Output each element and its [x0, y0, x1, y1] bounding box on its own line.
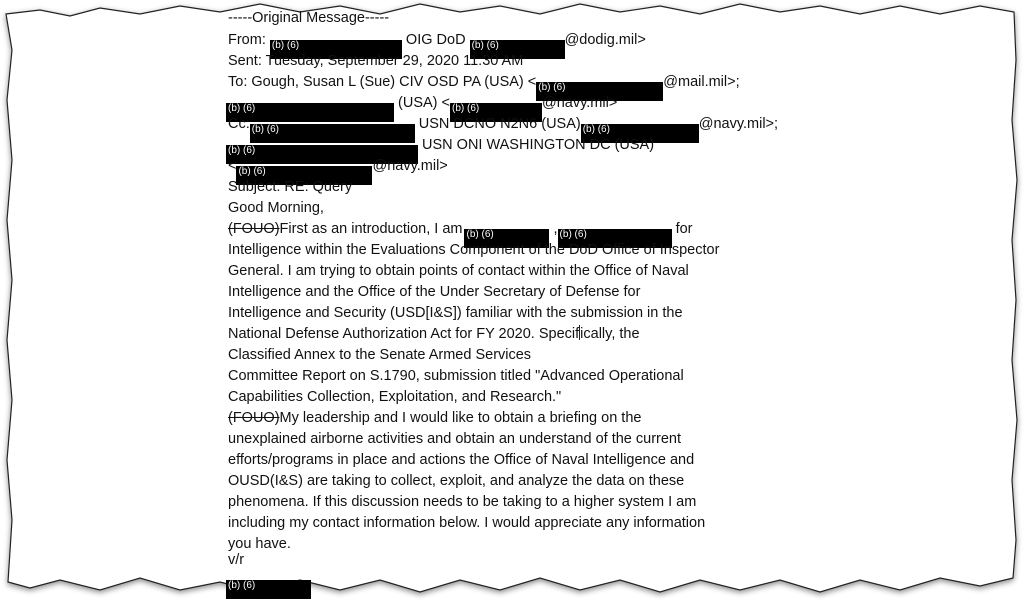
- redaction-block: (b) (6): [558, 229, 672, 248]
- cc-label: Cc:: [228, 116, 250, 132]
- redaction-block: (b) (6): [236, 166, 372, 185]
- paragraph-2-first-line: [228, 408, 641, 428]
- greeting: Good Morning,: [228, 200, 324, 216]
- body-line: Intelligence within the Evaluations Component of the DoD Office of Inspector: [228, 242, 720, 258]
- body-line: unexplained airborne activities and obtain an understand of the current: [228, 431, 682, 447]
- body-line: Intelligence and Security (USD[I&S]) familiar with the submission in the: [228, 305, 683, 321]
- body-line: efforts/programs in place and actions the Office of Naval Intelligence and: [228, 452, 695, 468]
- subject-line: Subject: RE: Query: [228, 179, 353, 195]
- intro-text: First as an introduction, I am: [279, 221, 463, 237]
- body-line: Classified Annex to the Senate Armed Services: [228, 347, 532, 363]
- body-line: phenomena. If this discussion needs to be taking to a higher system I am: [228, 494, 697, 510]
- redaction-block: (b) (6): [581, 124, 699, 143]
- body-line: [228, 324, 640, 344]
- redaction-block: (b) (6): [250, 124, 415, 143]
- cc-org: USN DCNO N2N6 (USA): [418, 116, 581, 132]
- redaction-block: (b) (6): [536, 82, 663, 101]
- body-line: Intelligence and the Office of the Under Secretary of Defense for: [228, 284, 641, 300]
- original-message-divider: -----Original Message-----: [228, 10, 390, 26]
- redaction-block: (b) (6): [464, 229, 549, 248]
- from-label: From:: [228, 32, 266, 48]
- to2-usa: (USA) <: [398, 95, 450, 111]
- body-line: OUSD(I&S) are taking to collect, exploit, and analyze the data on these: [228, 473, 685, 489]
- to2-email-domain: @navy.mil>: [542, 95, 618, 111]
- signature-line: [226, 570, 311, 599]
- body-line-part: National Defense Authorization Act for FY 2020. Specif: [228, 326, 580, 342]
- intro-comma: ,: [553, 221, 558, 237]
- redaction-block: (b) (6): [270, 40, 402, 59]
- cc2-org: USN ONI WASHINGTON DC (USA): [422, 137, 655, 153]
- sent-line: Sent: Tuesday, September 29, 2020 11:30 AM: [228, 53, 524, 69]
- fouo-marking: (FOUO): [228, 221, 280, 237]
- redaction-block: (b) (6): [226, 580, 311, 599]
- intro-for: for: [675, 221, 693, 237]
- redaction-block: (b) (6): [470, 40, 565, 59]
- body-line: Committee Report on S.1790, submission titled "Advanced Operational: [228, 368, 684, 384]
- body-line: you have.: [228, 536, 291, 552]
- cc3-open: <: [228, 158, 237, 174]
- body-line: including my contact information below. I would appreciate any information: [228, 515, 706, 531]
- body-line-part: My leadership and I would like to obtain a briefing on the: [279, 410, 642, 426]
- from-email-domain: @dodig.mil>: [564, 32, 646, 48]
- to-label: To: Gough, Susan L (Sue) CIV OSD PA (USA) <: [228, 74, 537, 90]
- cc-email-domain: @navy.mil>;: [698, 116, 779, 132]
- redaction-block: (b) (6): [226, 103, 394, 122]
- cc3-email-domain: @navy.mil>: [372, 158, 448, 174]
- redaction-block: (b) (6): [450, 103, 542, 122]
- redaction-block: (b) (6): [226, 145, 418, 164]
- to-email-domain: @mail.mil>;: [663, 74, 740, 90]
- body-line-part: ically, the: [580, 326, 640, 342]
- body-line: Capabilities Collection, Exploitation, and Research.": [228, 389, 562, 405]
- body-line: General. I am trying to obtain points of contact within the Office of Naval: [228, 263, 689, 279]
- from-org: OIG DoD: [405, 32, 466, 48]
- signoff: v/r: [228, 552, 245, 568]
- fouo-marking: (FOUO): [228, 410, 280, 426]
